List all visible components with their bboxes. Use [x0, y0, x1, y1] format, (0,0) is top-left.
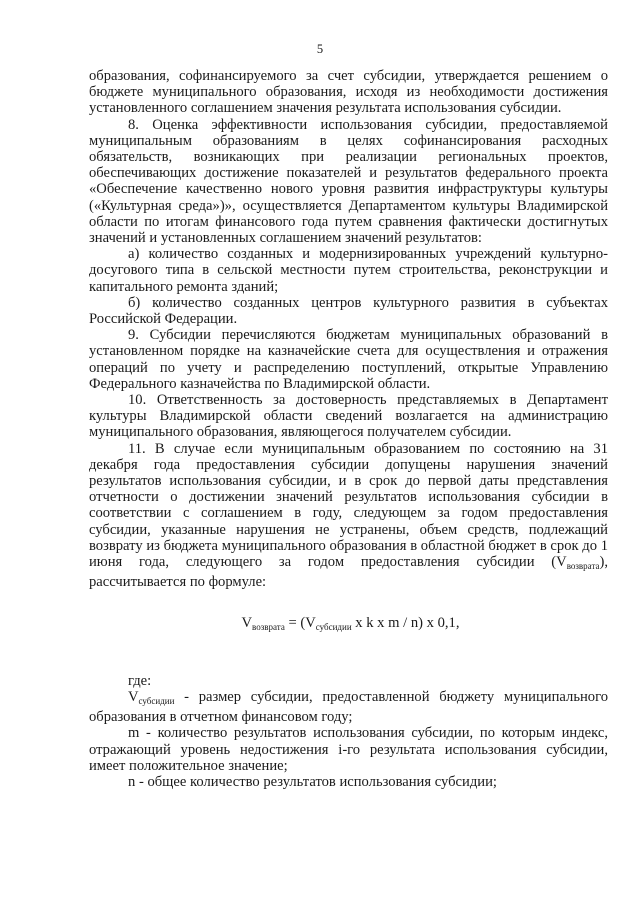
formula: [89, 615, 608, 635]
formula-eq-open: = (V: [284, 614, 316, 631]
document-body: [89, 68, 608, 790]
page-number: 5: [316, 42, 324, 56]
paragraph-8a: а) количество созданных и модернизированных учреждений культурно-досугового типа в сельской местности путем строительства, реконструкции и капитального ремонта зданий;: [89, 246, 608, 295]
definition-v-subsidy: [89, 689, 608, 725]
paragraph-10: 10. Ответственность за достоверность представляемых в Департамент культуры Владимирской области сведений возлагается на администрацию муниципального образования, являющегося получателем субсидии.: [89, 392, 608, 441]
paragraph-11: [89, 441, 608, 591]
paragraph-intro: образования, софинансируемого за счет субсидии, утверждается решением о бюджете муниципального образования, исходя из необходимости достижения установленного соглашением значения результата использования субсидии.: [89, 68, 608, 117]
formula-lhs: V: [241, 614, 253, 631]
definition-m: m - количество результатов использования субсидии, по которым индекс, отражающий уровень недостижения i-го результата использования субсидии, имеет положительное значение;: [89, 725, 608, 774]
formula-rest: x k x m / n) x 0,1,: [351, 614, 460, 631]
paragraph-9: 9. Субсидии перечисляются бюджетам муниципальных образований в установленном порядке на казначейские счета для осуществления и отражения операций по учету и распределению поступлений, открытые Управлению Федерального казначейства по Владимирской области.: [89, 327, 608, 392]
v-subsidy-description: - размер субсидии, предоставленной бюджету муниципального образования в отчетном финансовом году;: [89, 688, 608, 726]
v-subsidy-subscript: субсидии: [138, 695, 175, 706]
formula-lhs-subscript: возврата: [252, 621, 285, 632]
definition-n: n - общее количество результатов использования субсидии;: [128, 773, 497, 790]
paragraph-11-text: 11. В случае если муниципальным образованием по состоянию на 31 декабря года предоставления субсидии допущены нарушения значений результатов использования субсидии, и в срок до первой даты представления отчетности о достижении значений результатов использования субсидии в соответствии с соглашением в году, следующем за годом предоставления субсидии, указанные нарушения не устранены, объем средств, подлежащий возврату из бюджета муниципального образования в областной бюджет в срок до 1 июня года, следующего за годом предоставления субсидии (V: [89, 440, 608, 571]
paragraph-11-tail: ), рассчитывается по формуле:: [89, 554, 608, 591]
paragraph-11-subscript: возврата: [566, 561, 600, 572]
v-subsidy-symbol: V: [128, 688, 139, 705]
paragraph-8: 8. Оценка эффективности использования субсидии, предоставляемой муниципальным образованиям в целях софинансирования расходных обязательств, возникающих при реализации региональных проектов, обеспечивающих достижение показателей и результатов федерального проекта «Обеспечение качественно нового уровня развития инфраструктуры культуры («Культурная среда»)», осуществляется Департаментом культуры Владимирской области по итогам финансового года путем сравнения фактически достигнутых значений и установленных соглашением значений результатов:: [89, 116, 608, 247]
formula-rhs-subscript: субсидии: [315, 621, 352, 632]
paragraph-8b: б) количество созданных центров культурного развития в субъектах Российской Федерации.: [89, 294, 608, 328]
where-label: где:: [128, 672, 152, 689]
